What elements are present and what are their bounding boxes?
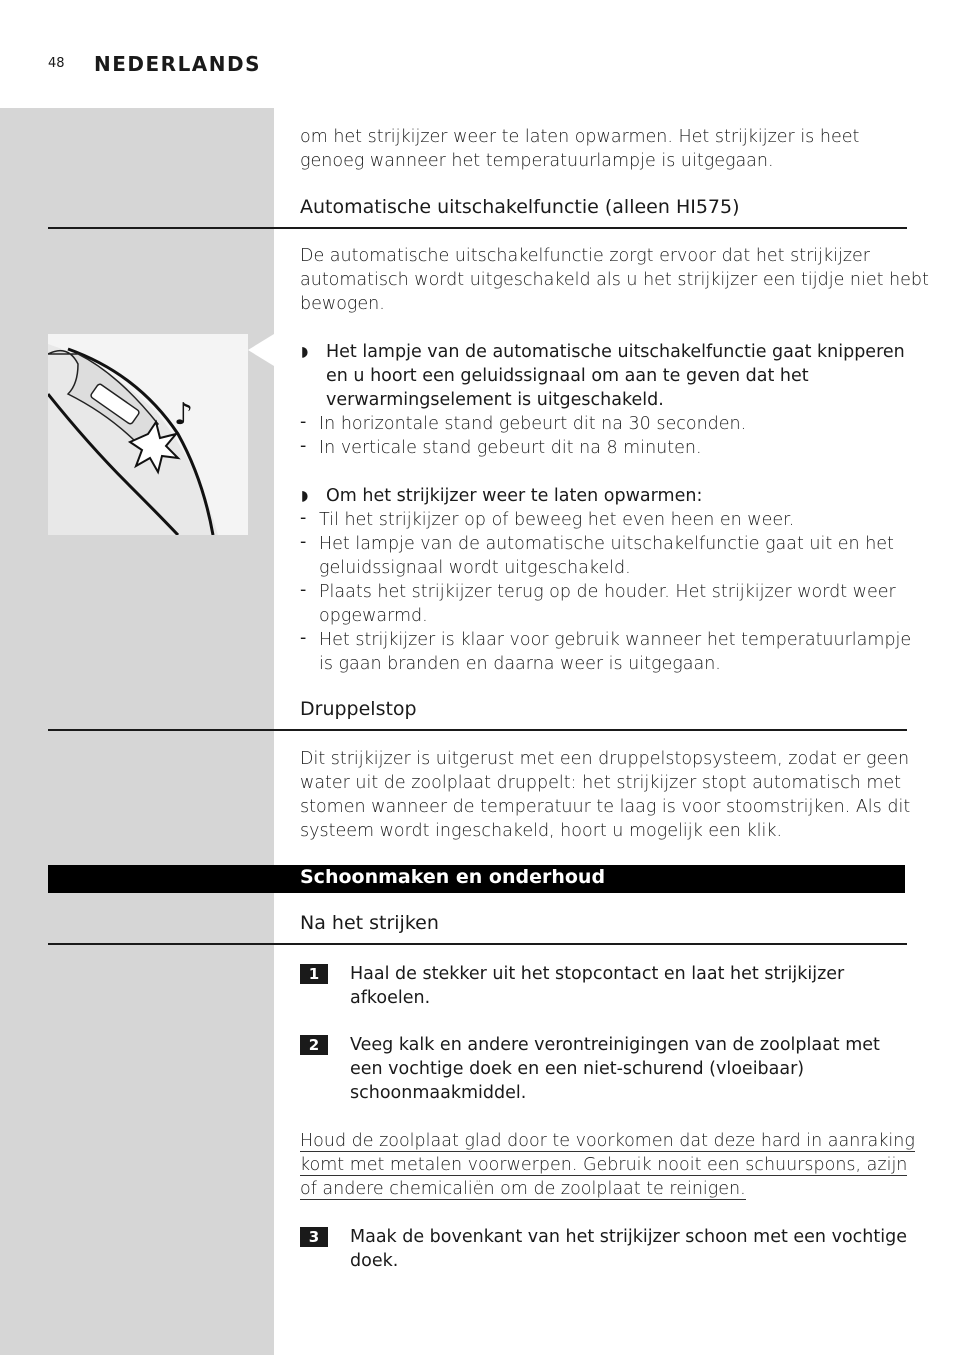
note-line: Houd de zoolplaat glad door te voorkomen dat deze hard in aanraking xyxy=(300,1131,915,1151)
auto-off-bullet: en u hoort een geluidssignaal om aan te geven dat het xyxy=(326,366,809,386)
auto-off-bullet: verwarmingselement is uitgeschakeld. xyxy=(326,390,664,410)
reheat-step: geluidssignaal wordt uitgeschakeld. xyxy=(319,558,631,578)
reheat-step: Plaats het strijkijzer terug op de houder. Het strijkijzer wordt weer xyxy=(319,582,896,602)
left-margin-panel xyxy=(0,108,274,1355)
druppelstop-desc: Dit strijkijzer is uitgerust met een druppelstopsysteem, zodat er geen xyxy=(300,749,910,769)
step-text: schoonmaakmiddel. xyxy=(350,1083,527,1103)
reheat-step: Til het strijkijzer op of beweeg het even heen en weer. xyxy=(319,510,795,530)
step-text: Veeg kalk en andere verontreinigingen van de zoolplaat met xyxy=(350,1035,880,1055)
reheat-step: Het strijkijzer is klaar voor gebruik wanneer het temperatuurlampje xyxy=(319,630,912,650)
reheat-bullet: Om het strijkijzer weer te laten opwarmen: xyxy=(326,486,703,506)
dash-marker: - xyxy=(300,628,307,648)
intro-line: om het strijkijzer weer te laten opwarmen. Het strijkijzer is heet xyxy=(300,127,860,147)
dash-marker: - xyxy=(300,580,307,600)
step-text: Maak de bovenkant van het strijkijzer schoon met een vochtige xyxy=(350,1227,907,1247)
auto-off-heading: Automatische uitschakelfunctie (alleen HI575) xyxy=(300,196,740,218)
druppelstop-desc: systeem wordt ingeschakeld, hoort u mogelijk een klik. xyxy=(300,821,783,841)
dash-marker: - xyxy=(300,508,307,528)
language-title: NEDERLANDS xyxy=(94,52,262,76)
reheat-step: is gaan branden en daarna weer is uitgegaan. xyxy=(319,654,721,674)
step-text: doek. xyxy=(350,1251,399,1271)
reheat-step: Het lampje van de automatische uitschakelfunctie gaat uit en het xyxy=(319,534,894,554)
note-line: komt met metalen voorwerpen. Gebruik nooit een schuurspons, azijn xyxy=(300,1155,908,1175)
step-number: 2 xyxy=(300,1035,328,1055)
auto-off-desc: automatisch wordt uitgeschakeld als u het strijkijzer een tijdje niet hebt xyxy=(300,270,929,290)
note-line: of andere chemicaliën om de zoolplaat te reinigen. xyxy=(300,1179,746,1199)
iron-auto-off-illustration xyxy=(48,334,248,535)
dash-marker: - xyxy=(300,412,307,432)
svg-text:♪: ♪ xyxy=(174,397,194,432)
cleaning-note xyxy=(300,1153,907,1177)
druppelstop-desc: stomen wanneer de temperatuur te laag is voor stoomstrijken. Als dit xyxy=(300,797,911,817)
page-number: 48 xyxy=(48,56,65,71)
bullet-marker: ◗ xyxy=(301,488,309,504)
cleaning-note xyxy=(300,1177,746,1201)
auto-off-detail: In horizontale stand gebeurt dit na 30 seconden. xyxy=(319,414,747,434)
auto-off-detail: In verticale stand gebeurt dit na 8 minuten. xyxy=(319,438,702,458)
section-title: Schoonmaken en onderhoud xyxy=(300,866,606,888)
section-divider xyxy=(48,943,907,945)
auto-off-bullet: Het lampje van de automatische uitschakelfunctie gaat knipperen xyxy=(326,342,905,362)
reheat-step: opgewarmd. xyxy=(319,606,428,626)
section-title-bar xyxy=(48,865,905,893)
auto-off-desc: De automatische uitschakelfunctie zorgt ervoor dat het strijkijzer xyxy=(300,246,871,266)
intro-line: genoeg wanneer het temperatuurlampje is uitgegaan. xyxy=(300,151,774,171)
step-text: Haal de stekker uit het stopcontact en laat het strijkijzer xyxy=(350,964,845,984)
cleaning-note xyxy=(300,1129,915,1153)
dash-marker: - xyxy=(300,532,307,552)
callout-pointer xyxy=(248,334,274,366)
step-text: een vochtige doek en een niet-schurend (vloeibaar) xyxy=(350,1059,805,1079)
section-divider xyxy=(48,729,907,731)
section-divider xyxy=(48,227,907,229)
dash-marker: - xyxy=(300,436,307,456)
druppelstop-desc: water uit de zoolplaat druppelt: het strijkijzer stopt automatisch met xyxy=(300,773,902,793)
step-number: 1 xyxy=(300,964,328,984)
bullet-marker: ◗ xyxy=(301,344,309,360)
auto-off-desc: bewogen. xyxy=(300,294,385,314)
after-ironing-heading: Na het strijken xyxy=(300,912,439,934)
druppelstop-heading: Druppelstop xyxy=(300,698,417,720)
step-text: afkoelen. xyxy=(350,988,431,1008)
step-number: 3 xyxy=(300,1227,328,1247)
